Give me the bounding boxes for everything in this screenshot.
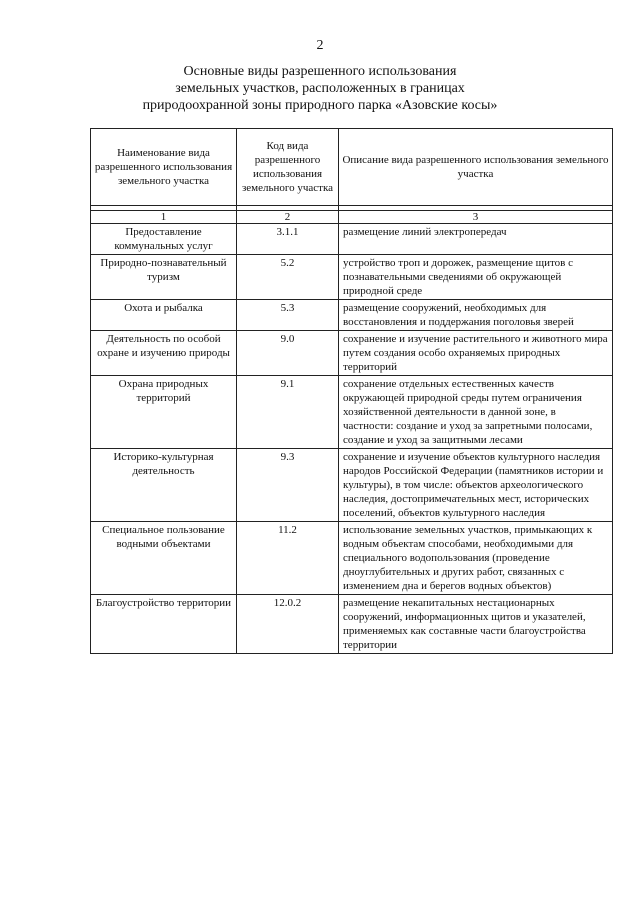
row-description: размещение линий электропередач	[339, 224, 613, 255]
column-number-row	[91, 211, 613, 224]
land-use-table	[90, 128, 613, 654]
table-row	[91, 522, 613, 595]
row-name: Специальное пользование водными объектами	[91, 522, 237, 595]
row-description: сохранение и изучение растительного и животного мира путем создания особо охраняемых природных территорий	[339, 331, 613, 376]
page-number: 2	[316, 38, 324, 53]
table-row	[91, 376, 613, 449]
column-number: 2	[237, 211, 339, 224]
row-code: 5.3	[237, 300, 339, 331]
row-name: Природно-познавательный туризм	[91, 255, 237, 300]
row-description: размещение некапитальных нестационарных сооружений, информационных щитов и указателей, применяемых как составные части благоустройства территории	[339, 595, 613, 654]
row-code: 9.1	[237, 376, 339, 449]
row-code: 9.0	[237, 331, 339, 376]
row-code: 12.0.2	[237, 595, 339, 654]
heading-line-3: природоохранной зоны природного парка «Азовские косы»	[142, 98, 498, 113]
table-row	[91, 224, 613, 255]
row-code: 9.3	[237, 449, 339, 522]
row-description: размещение сооружений, необходимых для восстановления и поддержания поголовья зверей	[339, 300, 613, 331]
heading-line-1: Основные виды разрешенного использования	[183, 64, 457, 79]
table-row	[91, 300, 613, 331]
column-number: 3	[339, 211, 613, 224]
row-description: сохранение отдельных естественных качеств окружающей природной среды путем ограничения хозяйственной деятельности в данной зоне, в частности: создание и уход за запретными полосами, создание и уход за защитными лесами	[339, 376, 613, 449]
row-name: Деятельность по особой охране и изучению природы	[91, 331, 237, 376]
row-name: Историко-культурная деятельность	[91, 449, 237, 522]
row-name: Охота и рыбалка	[91, 300, 237, 331]
row-code: 11.2	[237, 522, 339, 595]
table-row	[91, 449, 613, 522]
header-code: Код вида разрешенного использования земельного участка	[237, 129, 339, 206]
document-heading	[0, 63, 640, 114]
header-description: Описание вида разрешенного использования земельного участка	[339, 129, 613, 206]
row-description: использование земельных участков, примыкающих к водным объектам способами, необходимыми для специального водопользования (проведение дноуглубительных и других работ, связанных с изменением дна и берегов водных объектов)	[339, 522, 613, 595]
row-code: 5.2	[237, 255, 339, 300]
row-description: устройство троп и дорожек, размещение щитов с познавательными сведениями об окружающей природной среде	[339, 255, 613, 300]
table-row	[91, 595, 613, 654]
row-name: Благоустройство территории	[91, 595, 237, 654]
table-header-row	[91, 129, 613, 206]
row-name: Охрана природных территорий	[91, 376, 237, 449]
column-number: 1	[91, 211, 237, 224]
header-name: Наименование вида разрешенного использования земельного участка	[91, 129, 237, 206]
row-name: Предоставление коммунальных услуг	[91, 224, 237, 255]
table-row	[91, 255, 613, 300]
heading-line-2: земельных участков, расположенных в границах	[175, 81, 465, 96]
table-row	[91, 331, 613, 376]
row-code: 3.1.1	[237, 224, 339, 255]
row-description: сохранение и изучение объектов культурного наследия народов Российской Федерации (памятников истории и культуры), в том числе: объектов археологического наследия, достопримечательных мест, исторических поселений, объектов культурного наследия	[339, 449, 613, 522]
